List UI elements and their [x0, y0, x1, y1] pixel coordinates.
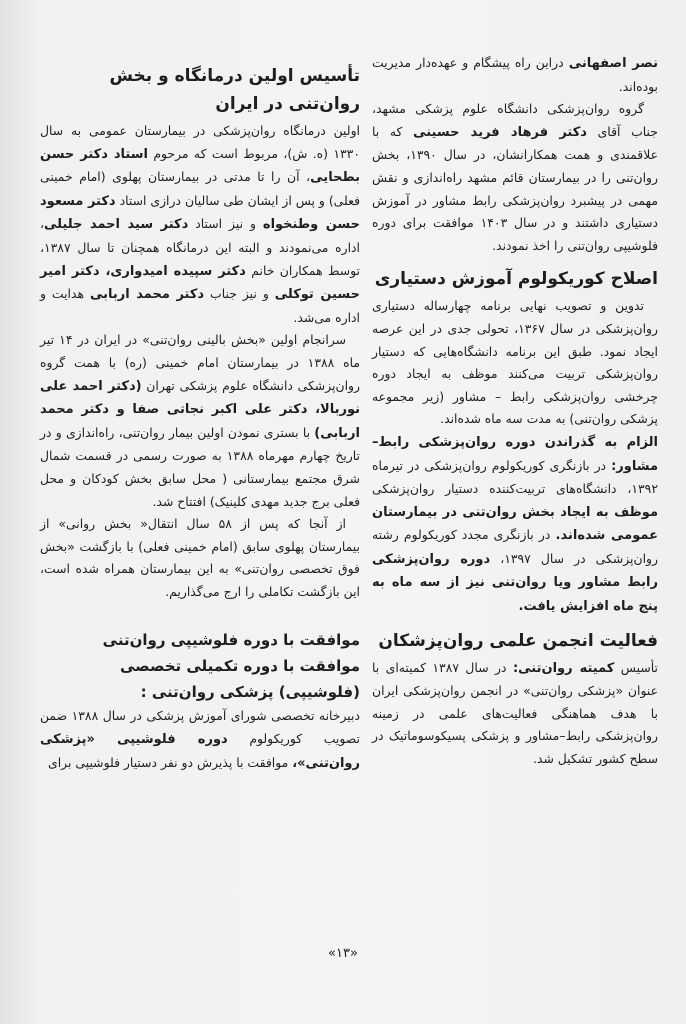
fellowship-text-a: دبیرخانه تخصصی شورای آموزش پزشکی در سال ۱۳۸۸ ضمن تصویب کوریکولوم [40, 708, 360, 747]
first-clinic-heading: تأسیس اولین درمانگاه و بخش روان‌تنی در ایران [109, 66, 360, 114]
clinic-text-b: ، آن را تا مدتی در بیمارستان پهلوی (امام خمینی فعلی) و پس از ایشان طی سالیان درازی استاد [40, 169, 360, 208]
clinic-text-c: و نیز استاد [195, 216, 256, 232]
fellowship-paragraph [40, 705, 360, 775]
committee-bold: کمیته روان‌تنی: [512, 660, 615, 676]
clinic-name-1: استاد دکتر حسن بطحایی [40, 146, 360, 186]
page-number: «۱۳» [328, 946, 358, 961]
clinic-name-2: دکتر مسعود حسن وطنخواه [40, 193, 360, 233]
requirement-bold-1: الزام به گذراندن دوره روان‌پزشکی رابط– مشاور: [372, 434, 658, 474]
requirement-text-a: در بازنگری کوریکولوم روان‌پزشکی در تیرماه ۱۳۹۲، دانشگاه‌های تربیت‌کننده دستیار روان‌پزشکی [372, 457, 658, 497]
ward-text-b: با بستری نمودن اولین بیمار روان‌تنی، راه‌اندازی و در تاریخ چهارم مهرماه ۱۳۸۸ به صورت رسمی در قسمت شمال شرق مجتمع بیمارستانی ( محل سابق بخش کودکان و محل فعلی برج جدید مهدی کلینیک) افتتاح شد. [40, 424, 360, 509]
clinic-text-d: ، اداره می‌نمودند و البته این درمانگاه همچنان تا سال ۱۳۸۷، توسط همکاران خانم [40, 216, 360, 278]
right-column [372, 52, 658, 771]
fellowship-subheading: موافقت با دوره تکمیلی تخصصی (فلوشیپی) پزشکی روان‌تنی : [119, 657, 360, 702]
first-clinic-paragraph [40, 120, 360, 329]
mashhad-text-a: گروه روان‌پزشکی دانشگاه علوم پزشکی مشهد، جناب آقای [372, 101, 658, 139]
mashhad-paragraph [372, 98, 658, 257]
fellowship-heading: موافقت با دوره فلوشیپی روان‌تنی [102, 631, 360, 650]
clinic-text-f: هدایت و اداره می‌شد. [40, 286, 360, 325]
committee-text-b: در سال ۱۳۸۷ کمیته‌ای با عنوان «پزشکی روان‌تنی» در انجمن روان‌پزشکی ایران با هدف هماهنگی فعالیت‌های علمی در زمینه روان‌پزشکی رابط–مشاور و پزشکی پسیکوسوماتیک در سطح کشور تشکیل شد. [372, 659, 658, 767]
mashhad-text-b: که با علاقمندی و همت همکارانشان، در سال ۱۳۹۰، بخش روان‌تنی را در بیمارستان قائم مشهد راه‌اندازی و نقش مهمی در پیشبرد روان‌پزشکی رابط مشاور در آموزش دستیاری داشتند و در سال ۱۴۰۳ موافقت برای دوره فلوشیپی روان‌تنی را اخذ نمودند. [372, 123, 659, 253]
requirement-paragraph [372, 431, 658, 619]
clinic-text-a: اولین درمانگاه روان‌پزشکی در بیمارستان عمومی به سال ۱۳۳۰ (ه. ش)، مربوط است که مرحوم [40, 123, 360, 161]
clinic-text-e: و نیز جناب [210, 286, 269, 302]
committee-paragraph [372, 657, 658, 771]
ward-names: (دکتر احمد علی نوربالا، دکتر علی اکبر نجاتی صفا و دکتر محمد اربابی) [40, 378, 360, 441]
clinic-name-3: دکتر سید احمد جلیلی [44, 217, 189, 233]
left-column [40, 52, 360, 775]
curriculum-paragraph: تدوین و تصویب نهایی برنامه چهارساله دستیاری روان‌پزشکی در سال ۱۳۶۷، تحولی جدی در این عرصه ایجاد نمود. طبق این برنامه دانشگاه‌هایی که دستیار روان‌پزشکی تربیت می‌کنند موظف به ایجاد دوره چرخشی روان‌پزشکی رابط – مشاور (زیر مجموعه پزشکی روان‌تنی) به مدت سه ماه شده‌اند. [372, 298, 658, 427]
intro-text: دراین راه پیشگام و عهده‌دار مدیریت بوده‌اند. [372, 55, 658, 94]
curriculum-heading: اصلاح کوریکولوم آموزش دستیاری [374, 269, 658, 290]
committee-text-a: تأسیس [620, 659, 658, 675]
requirement-bold-3: دوره روان‌پزشکی رابط مشاور ویا روان‌تنی نیز از سه ماه به پنج ماه افزایش یافت. [372, 551, 658, 615]
spacer [40, 603, 360, 617]
ward-text-a: سرانجام اولین «بخش بالینی روان‌تنی» در ایران در ۱۴ تیر ماه ۱۳۸۸ در بیمارستان امام خمینی (ره) با همت گروه روان‌پزشکی دانشگاه علوم پزشکی تهران [40, 332, 361, 393]
intro-name: نصر اصفهانی [568, 56, 658, 71]
mashhad-name: دکتر فرهاد فرید حسینی [413, 124, 587, 140]
association-heading: فعالیت انجمن علمی روان‌پزشکان [378, 630, 658, 651]
clinic-name-4: دکتر سپیده امیدواری، دکتر امیر حسین توکلی [40, 263, 360, 303]
requirement-bold-2: موظف به ایجاد بخش روان‌تنی در بیمارستان عمومی شده‌اند. [372, 504, 658, 544]
clinical-ward-paragraph [40, 329, 360, 513]
intro-paragraph [372, 52, 658, 98]
fellowship-bold: دوره فلوشیپی «پزشکی روان‌تنی»، [40, 732, 360, 771]
requirement-text-b: در بازنگری مجدد کوریکولوم رشته روان‌پزشکی در سال ۱۳۹۷، [372, 527, 658, 566]
clinic-name-5: دکتر محمد اربابی [90, 287, 205, 303]
return-paragraph: از آنجا که پس از ۵۸ سال انتقال« بخش روانی» از بیمارستان پهلوی سابق (امام خمینی فعلی) با بازگشت «بخش فوق تخصصی روان‌تنی» به این بیمارستان همراه شده است، این بازگشت تکاملی را ارج می‌گذاریم. [40, 516, 360, 599]
fellowship-text-b: موافقت با پذیرش دو نفر دستیار فلوشیپی برای [48, 754, 289, 770]
